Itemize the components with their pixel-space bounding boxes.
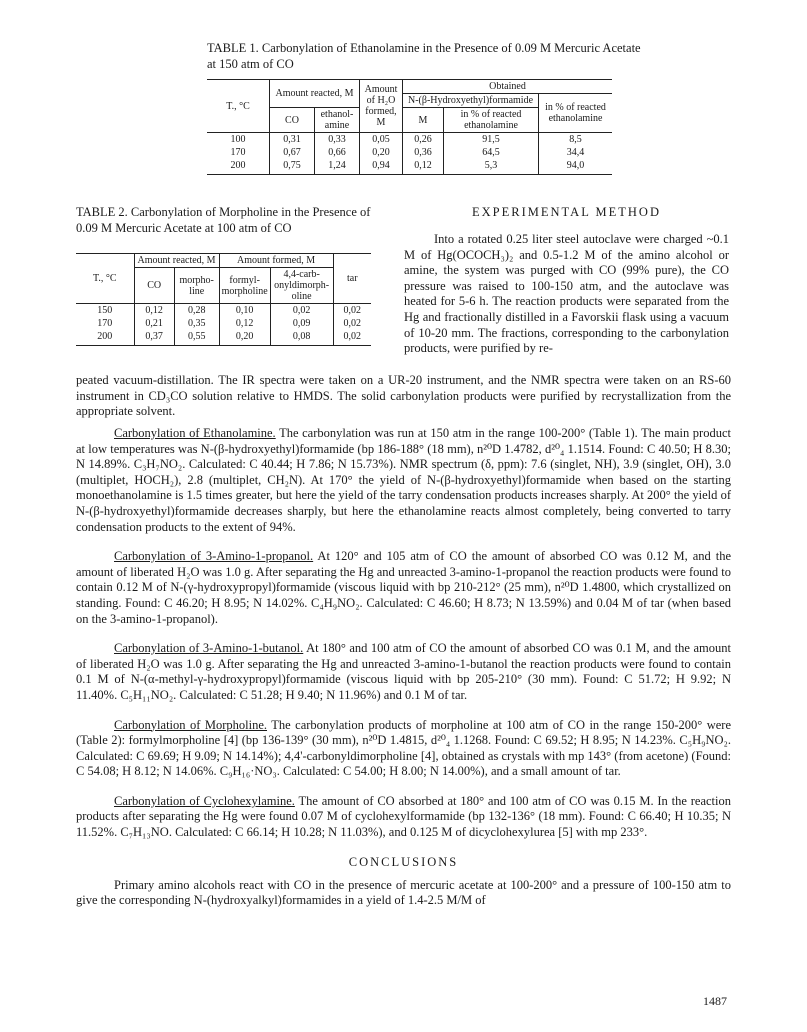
sections-container bbox=[76, 426, 731, 909]
table-cell: 0,20 bbox=[360, 146, 403, 159]
section-text: At 120° and 105 atm of CO the amount of absorbed CO was 0.12 M, and the amount of liberated H₂O was 1.0 g. After separating the Hg and unreacted 3-amino-1-propanol the reaction products were found to contain 0.12 M of N-(γ-hydroxypropyl)formamide (viscous liquid with bp 210-212° (25 mm), n²⁰D 1.4800, which crystallized on standing. Found: C 46.20; H 8.95; N 14.02%. C₄H₉NO₂. Calculated: C 46.60; H 8.73; N 13.59%) and 0.04 M of tar (when based on the 3-amino-1-propanol). bbox=[76, 549, 731, 626]
t1-formamide-header: N-(β-Hydroxyethyl)formamide bbox=[403, 94, 539, 108]
t1-tar-header: in % of reacted ethanolamine bbox=[545, 102, 606, 124]
table-cell: 0,02 bbox=[343, 331, 362, 342]
conclusions-heading: CONCLUSIONS bbox=[348, 854, 459, 869]
table-cell: 0,05 bbox=[360, 133, 403, 147]
t1-obtained-header: Obtained bbox=[403, 80, 613, 94]
table2-caption: TABLE 2. Carbonylation of Morpholine in the Presence of 0.09 M Mercuric Acetate at 100 atm of CO bbox=[76, 205, 371, 235]
table-cell: 8,5 bbox=[569, 134, 582, 145]
t1-temp-header: T., °C bbox=[207, 80, 270, 133]
table-cell: 34,4 bbox=[566, 147, 585, 158]
table-cell: 0,31 bbox=[270, 133, 315, 147]
table-cell: 0,10 bbox=[219, 304, 270, 318]
section-aminopropanol bbox=[76, 549, 731, 627]
table2 bbox=[76, 253, 371, 346]
table1-caption: TABLE 1. Carbonylation of Ethanolamine in the Presence of 0.09 M Mercuric Acetate at 150 atm of CO bbox=[207, 41, 641, 71]
t1-ethanolamine-header: ethanol-amine bbox=[315, 108, 360, 133]
table-cell: 170 bbox=[76, 317, 134, 330]
table-row bbox=[207, 146, 612, 159]
table-cell: 0,55 bbox=[174, 330, 219, 346]
table-cell: 0,20 bbox=[219, 330, 270, 346]
t2-morpholine-header: morpho-line bbox=[174, 268, 219, 304]
table-cell: 0,35 bbox=[174, 317, 219, 330]
table-cell: 0,94 bbox=[360, 159, 403, 175]
section-title: Carbonylation of 3-Amino-1-butanol. bbox=[114, 641, 304, 656]
table-cell: 1,24 bbox=[315, 159, 360, 175]
table-cell: 0,36 bbox=[403, 146, 444, 159]
t2-carbonyl-header: 4,4-carb-onyldimorph-oline bbox=[274, 269, 330, 302]
section-title: Carbonylation of Morpholine. bbox=[114, 717, 268, 732]
table-cell: 0,33 bbox=[315, 133, 360, 147]
table-row bbox=[207, 133, 612, 147]
table-row bbox=[76, 330, 371, 346]
experimental-intro-column: Into a rotated 0.25 liter steel autoclave were charged ~0.1 M of Hg(OCOCH₃)₂ and 0.5-1.2 M of the amino alcohol or amine, the system was purged with CO (99% pure), the CO pressure was raised to 100-150 atm, and the autoclave was heated for 5-6 h. The reaction products were separated from the Hg and fractionally distilled in a Favorskii flask using a vacuum of 10-20 mm. The fractions, corresponding to the carbonylation products, were purified by re- bbox=[404, 232, 729, 356]
table-cell: 0,02 bbox=[343, 305, 362, 316]
t1-pct-header: in % of reacted ethanolamine bbox=[444, 108, 539, 133]
t2-amount-formed-header: Amount formed, M bbox=[219, 254, 333, 268]
t2-tar-header: tar bbox=[333, 254, 371, 304]
table-cell: 100 bbox=[207, 133, 270, 147]
section-text: The carbonylation products of morpholine at 100 atm of CO in the range 150-200° were (Table 2): formylmorpholine [4] (bp 136-139° (30 mm), n²⁰D 1.4815, d²⁰₄ 1.1268. Found: C 69.52; H 8.95; N 14.23%. C₅H₉NO₂. Calculated: C 69.69; H 9.09; N 14.14%); 4,4'-carbonyldimorpholine [4], obtained as crystals with mp 143° (from acetone) (Found: C 54.08; H 8.12; N 14.06%. C₉H₁₆·NO₃. Calculated: C 54.00; H 8.00; N 14.00%), and a small amount of tar. bbox=[76, 717, 732, 779]
table-cell: 64,5 bbox=[444, 146, 539, 159]
table-cell: 0,66 bbox=[315, 146, 360, 159]
table-cell: 91,5 bbox=[444, 133, 539, 147]
table-cell: 0,37 bbox=[134, 330, 174, 346]
section-text: The amount of CO absorbed at 180° and 100 atm of CO was 0.15 M. In the reaction products after separating the Hg were found 0.07 M of cyclohexylformamide (bp 132-136° (18 mm). Found: C 66.40; H 10.35; N 11.52%. C₇H₁₃NO. Calculated: C 66.14; H 10.28; N 11.03%), and 0.125 M of dicyclohexylurea [5] with mp 233°. bbox=[76, 793, 731, 840]
table-cell: 200 bbox=[207, 159, 270, 175]
t2-amount-reacted-header: Amount reacted, M bbox=[134, 254, 219, 268]
t1-amount-reacted-header: Amount reacted, M bbox=[270, 80, 360, 108]
section-title: Carbonylation of Ethanolamine. bbox=[114, 426, 276, 440]
section-morpholine bbox=[76, 718, 731, 780]
table-cell: 5,3 bbox=[444, 159, 539, 175]
table-cell: 0,12 bbox=[134, 304, 174, 318]
table-cell: 0,12 bbox=[219, 317, 270, 330]
table-cell: 0,75 bbox=[270, 159, 315, 175]
table-cell: 0,08 bbox=[270, 330, 333, 346]
table-cell: 0,26 bbox=[403, 133, 444, 147]
table-cell: 0,12 bbox=[403, 159, 444, 175]
t1-h2o-header: Amount of H₂O formed, M bbox=[360, 80, 403, 133]
table-cell: 0,28 bbox=[174, 304, 219, 318]
table-cell: 150 bbox=[76, 304, 134, 318]
conclusions-text: Primary amino alcohols react with CO in the presence of mercuric acetate at 100-200° and a pressure of 100-150 atm to give the corresponding N-(hydroxyalkyl)formamides in a yield of 1.4-2.5 M/M of bbox=[76, 877, 731, 908]
table-cell: 200 bbox=[76, 330, 134, 346]
experimental-intro-full: peated vacuum-distillation. The IR spectra were taken on a UR-20 instrument, and the NMR spectra were taken on an RS-60 instrument in CD₃CO solution relative to HMDS. The solid carbonylation products were purified by recrystallization from the appropriate solvent. bbox=[76, 373, 731, 419]
section-title: Carbonylation of 3-Amino-1-propanol. bbox=[114, 549, 314, 564]
t2-temp-header: T., °C bbox=[76, 254, 134, 304]
table-cell: 0,02 bbox=[270, 304, 333, 318]
table-cell: 0,09 bbox=[270, 317, 333, 330]
table-cell: 0,21 bbox=[134, 317, 174, 330]
section-ethanolamine bbox=[76, 426, 731, 535]
table-cell: 170 bbox=[207, 146, 270, 159]
section-text: At 180° and 100 atm of CO the amount of absorbed CO was 0.1 M, and the amount of liberated H₂O was 1.0 g. After separating the Hg and unreacted 3-amino-1-butanol the reaction products were found to contain 0.1 M of N-(α-methyl-γ-hydroxypropyl)formamide (viscous liquid with bp 205-210° (30 mm). Found: C 51.72; H 9.92; N 11.40%. C₅H₁₁NO₂. Calculated: C 51.28; H 9.40; N 11.96%) and 0.1 M of tar. bbox=[76, 641, 731, 702]
t1-m-header: M bbox=[403, 108, 444, 133]
table-cell: 0,67 bbox=[270, 146, 315, 159]
table-cell: 94,0 bbox=[566, 160, 585, 171]
experimental-heading: EXPERIMENTAL METHOD bbox=[472, 205, 661, 219]
section-title: Carbonylation of Cyclohexylamine. bbox=[114, 793, 295, 808]
t2-co-header: CO bbox=[134, 268, 174, 304]
section-cyclohexylamine bbox=[76, 794, 731, 841]
table-row bbox=[207, 159, 612, 175]
page-number: 1487 bbox=[703, 994, 727, 1008]
table-cell: 0,02 bbox=[343, 318, 362, 329]
t1-co-header: CO bbox=[270, 108, 315, 133]
table1 bbox=[207, 79, 612, 175]
table-row bbox=[76, 304, 371, 318]
table-row bbox=[76, 317, 371, 330]
t2-formyl-header: formyl-morpholine bbox=[219, 268, 270, 304]
section-aminobutanol bbox=[76, 641, 731, 703]
section-text: The carbonylation was run at 150 atm in the range 100-200° (Table 1). The main product at low temperatures was N-(β-hydroxyethyl)formamide (bp 186-188° (18 mm), n²⁰D 1.4782, d²⁰₄ 1.1514. Found: C 40.50; H 8.30; N 14.89%. C₃H₇NO₂. Calculated: C 40.44; H 7.86; N 15.73%). NMR spectrum (δ, ppm): 7.6 (singlet, NH), 3.9 (singlet, OH), 3.0 (multiplet, HOCH₂), 2.8 (multiplet, CH₂N). At 170° the yield of N-(β-hydroxyethyl)formamide when based on the starting monoethanolamine is 1.5 times greater, but here the yield of the tarry condensation products increases sharply. At 200° the yield of N-(β-hydroxyethyl)formamide decreases sharply, but here the ethanolamine reacts almost completely, being converted to tarry condensation products to the extent of 94%. bbox=[76, 426, 731, 534]
